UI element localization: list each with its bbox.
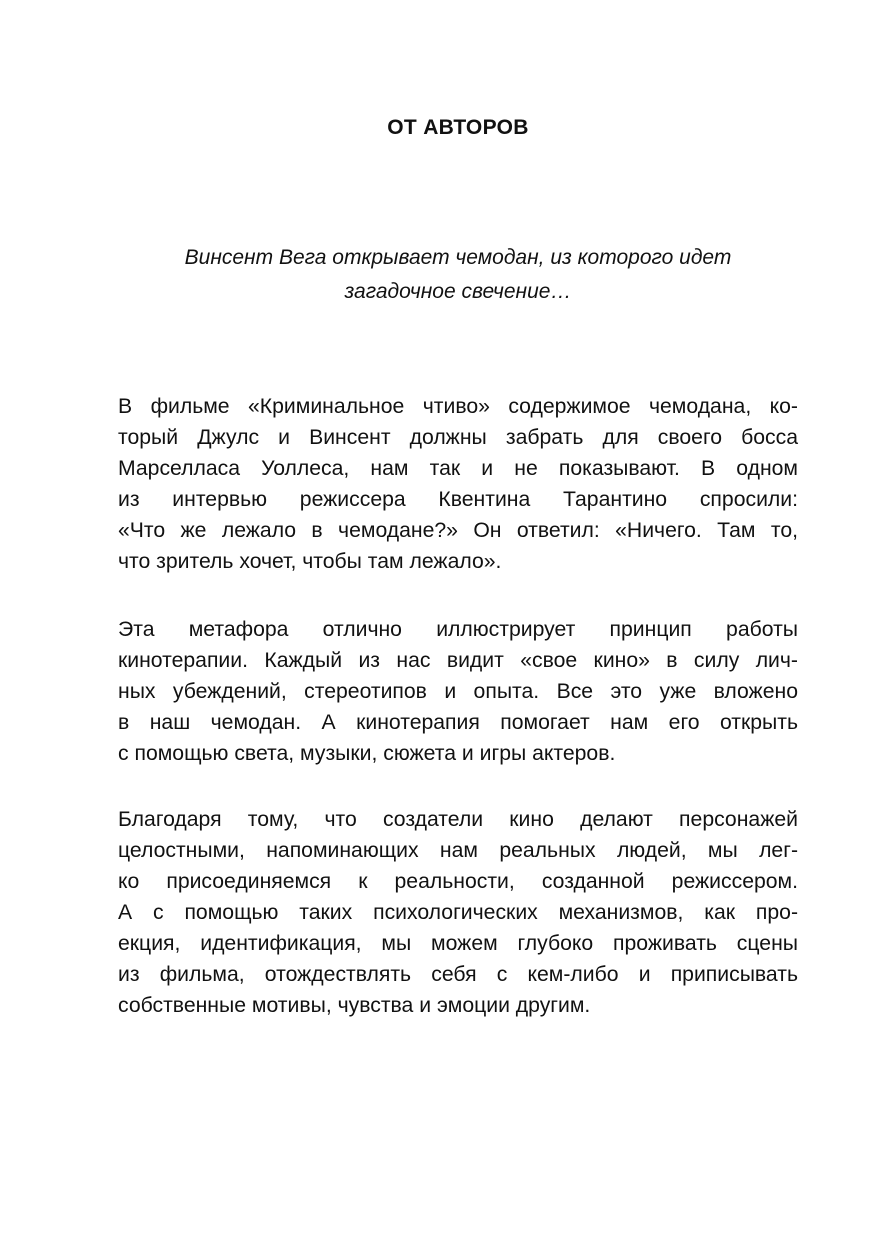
paragraph-2 <box>118 614 798 769</box>
paragraph-line: собственные мотивы, чувства и эмоции другим. <box>118 994 591 1017</box>
paragraph-line: из фильма, отождествлять себя с кем-либо и приписывать <box>118 963 798 986</box>
paragraph-3 <box>118 804 798 1021</box>
paragraph-line: целостными, напоминающих нам реальных людей, мы лег- <box>118 839 798 862</box>
paragraph-line: В фильме «Криминальное чтиво» содержимое чемодана, ко- <box>118 395 798 418</box>
paragraph-line: Благодаря тому, что создатели кино делают персонажей <box>118 808 798 831</box>
paragraph-line: Эта метафора отлично иллюстрирует принцип работы <box>118 618 798 641</box>
paragraph-line: Марселласа Уоллеса, нам так и не показывают. В одном <box>118 457 798 480</box>
paragraph-line: с помощью света, музыки, сюжета и игры актеров. <box>118 742 616 765</box>
epigraph-line: загадочное свечение… <box>344 280 572 303</box>
paragraph-line: торый Джулс и Винсент должны забрать для своего босса <box>118 426 798 449</box>
paragraph-line: что зритель хочет, чтобы там лежало». <box>118 550 502 573</box>
paragraph-line: «Что же лежало в чемодане?» Он ответил: «Ничего. Там то, <box>118 519 798 542</box>
paragraph-line: в наш чемодан. А кинотерапия помогает нам его открыть <box>118 711 798 734</box>
paragraph-1 <box>118 391 798 577</box>
paragraph-line: екция, идентификация, мы можем глубоко проживать сцены <box>118 932 798 955</box>
page-title: ОТ АВТОРОВ <box>387 116 529 139</box>
epigraph <box>118 241 798 309</box>
epigraph-line: Винсент Вега открывает чемодан, из которого идет <box>184 246 732 269</box>
paragraph-line: из интервью режиссера Квентина Тарантино спросили: <box>118 488 798 511</box>
paragraph-line: ных убеждений, стереотипов и опыта. Все это уже вложено <box>118 680 798 703</box>
paragraph-line: кинотерапии. Каждый из нас видит «свое кино» в силу лич- <box>118 649 798 672</box>
paragraph-line: А с помощью таких психологических механизмов, как про- <box>118 901 798 924</box>
paragraph-line: ко присоединяемся к реальности, созданной режиссером. <box>118 870 798 893</box>
